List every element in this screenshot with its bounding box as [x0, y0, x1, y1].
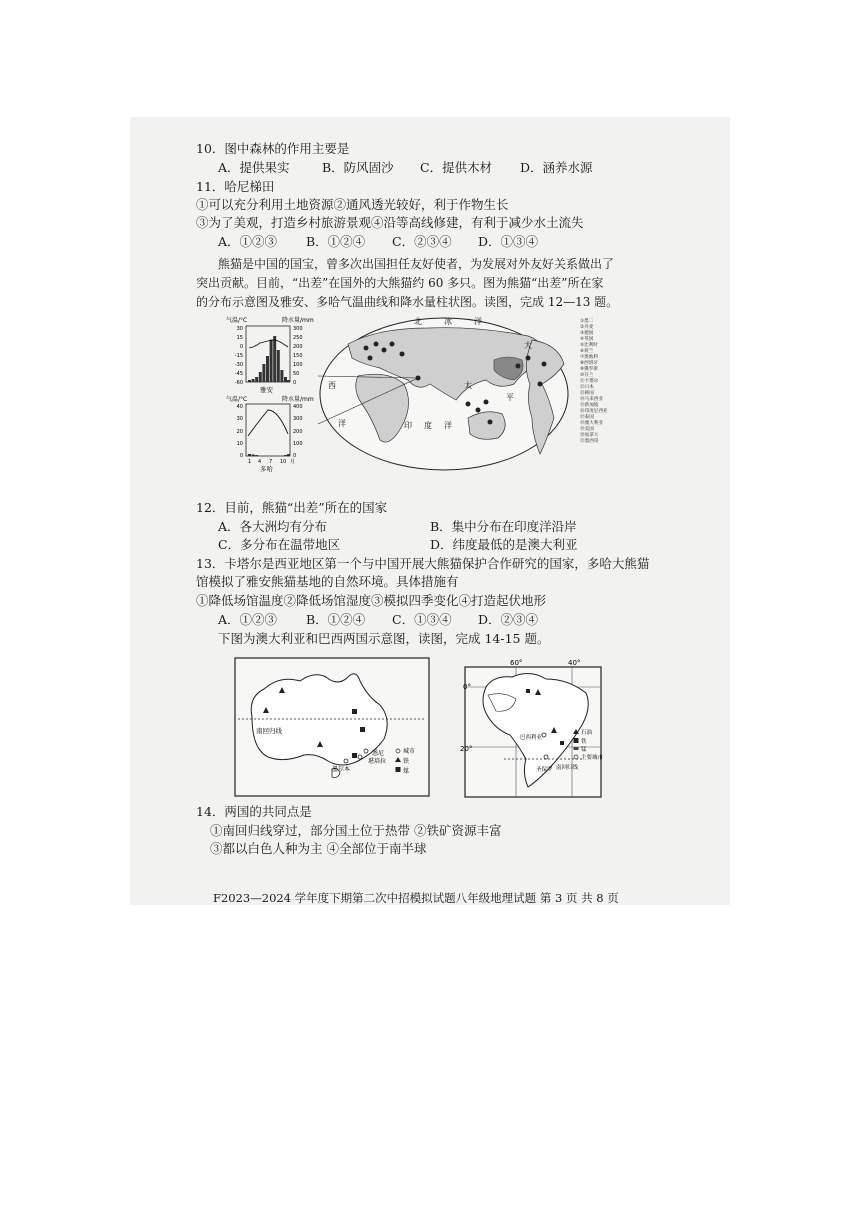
q14-statement-line2: ③都以白色人种为主 ④全部位于南半球: [210, 841, 427, 856]
q11-statement-line1: ①可以充分利用土地资源②通风透光较好，利于作物生长: [196, 197, 509, 212]
australia-map: [234, 657, 430, 797]
legend-item: ⑲美国: [580, 427, 594, 432]
svg-text:大: 大: [524, 341, 532, 350]
legend-item: ⑫日本: [580, 385, 594, 390]
svg-text:洋: 洋: [444, 421, 452, 430]
passage2-line1: 下图为澳大利亚和巴西两国示意图，读图，完成 14-15 题。: [218, 631, 550, 646]
yaan-precip-bars: [248, 336, 290, 382]
legend-item: ⑦奥地利: [580, 355, 598, 360]
doha-caption: 多哈: [260, 465, 273, 473]
svg-text:洋: 洋: [474, 317, 482, 326]
q13-statements: ①降低场馆温度②降低场馆湿度③模拟四季变化④打造起伏地形: [196, 593, 547, 608]
svg-text:太: 太: [464, 381, 472, 390]
doha-right-tick: 200: [293, 429, 303, 435]
doha-month-tick: 月: [290, 459, 296, 465]
legend-major-city: 主要城市: [581, 755, 604, 761]
legend-manganese: 锰: [581, 747, 587, 753]
q10-stem: 10．图中森林的作用主要是: [196, 141, 350, 156]
q12-option-d: D．纬度最低的是澳大利亚: [430, 537, 578, 552]
lon-40-label: 40°: [568, 659, 581, 667]
svg-text:度: 度: [424, 421, 432, 430]
q13-option-a: A．①②③: [218, 612, 278, 627]
passage1-line3: 的分布示意图及雅安、多哈气温曲线和降水量柱状图。读图，完成 12—13 题。: [196, 295, 619, 309]
legend-item: ㉑墨西哥: [580, 439, 599, 444]
doha-left-tick: 10: [236, 441, 243, 447]
brazil-map: [460, 655, 612, 799]
q10-option-d: D．涵养水源: [520, 160, 593, 175]
yaan-left-tick: 30: [236, 326, 243, 332]
q10-option-c: C．提供木材: [420, 160, 493, 175]
yaan-left-tick: 0: [239, 344, 243, 350]
melbourne-label: 墨尔本: [332, 766, 351, 773]
svg-text:印: 印: [404, 421, 412, 430]
q11-statement-line2: ③为了美观，打造乡村旅游景观④沿等高线修建，有利于减少水土流失: [196, 215, 584, 230]
legend-item: ⑯印度尼西亚: [580, 409, 608, 414]
svg-text:洋: 洋: [338, 419, 346, 428]
world-panda-map: [318, 314, 580, 476]
legend-item: ⑮新加坡: [580, 403, 599, 408]
sao-paulo-label: 圣保罗: [536, 767, 553, 773]
q14-stem: 14．两国的共同点是: [196, 804, 312, 819]
q12-option-c: C．多分布在温带地区: [218, 537, 341, 552]
legend-coal: 煤: [403, 768, 410, 775]
yaan-right-tick: 100: [293, 362, 303, 368]
yaan-left-tick: -45: [234, 371, 243, 377]
doha-month-tick: 4: [258, 459, 262, 465]
q12-option-a: A．各大洲均有分布: [218, 519, 328, 534]
legend-item: ①墨二: [580, 319, 594, 324]
q13-option-d: D．②③④: [478, 612, 539, 627]
legend-item: ⑰泰国: [580, 415, 594, 420]
q11-option-d: D．①③④: [478, 234, 539, 249]
australia-landmass: [468, 412, 505, 440]
lat-20-label: 20°: [460, 745, 473, 753]
svg-text:西: 西: [328, 381, 336, 390]
brasilia-label: 巴西利亚: [520, 735, 543, 741]
brazil-tropic-label: 南回归线: [556, 765, 579, 771]
doha-right-tick: 100: [293, 441, 303, 447]
doha-left-tick: 40: [236, 404, 243, 410]
legend-item: ⑱澳大利亚: [580, 421, 603, 426]
doha-left-tick: 30: [236, 416, 243, 422]
q10-option-a: A．提供果实: [218, 160, 290, 175]
svg-text:北: 北: [414, 317, 422, 326]
doha-month-tick: 1: [248, 459, 252, 465]
yaan-left-tick: -15: [234, 353, 243, 359]
doha-temp-curve: [248, 410, 288, 436]
yaan-right-tick: 50: [293, 371, 300, 377]
yaan-left-tick: -30: [234, 362, 243, 368]
legend-item: ⑥荷兰: [580, 349, 594, 354]
doha-month-tick: 10: [280, 459, 287, 465]
legend-iron: 铁: [403, 758, 410, 765]
q10-option-b: B．防风固沙: [322, 160, 394, 175]
legend-item: ⑬韩国: [580, 391, 594, 396]
doha-left-tick: 0: [239, 453, 243, 459]
doha-right-tick: 400: [293, 404, 303, 410]
legend-item: ②丹麦: [580, 325, 594, 330]
q11-stem: 11．哈尼梯田: [196, 179, 275, 194]
yaan-right-tick: 300: [293, 326, 303, 332]
yaan-temp-curve: [249, 340, 288, 348]
legend-city: 城市: [403, 748, 416, 755]
q11-option-b: B．①②④: [306, 234, 366, 249]
legend-iron: 铁: [581, 739, 587, 745]
q13-stem-line1: 13．卡塔尔是西亚地区第一个与中国开展大熊猫保护合作研究的国家，多哈大熊猫: [196, 556, 650, 571]
passage1-line1: 熊猫是中国的国宝，曾多次出国担任友好使者，为发展对外友好关系做出了: [218, 257, 615, 271]
legend-item: ⑭马来西亚: [580, 397, 603, 402]
legend-item: ⑧西班牙: [580, 361, 598, 366]
doha-right-tick: 0: [293, 453, 297, 459]
yaan-left-axis-label: 气温/°C: [226, 317, 248, 324]
yaan-right-tick: 200: [293, 344, 303, 350]
q13-stem-line2: 馆模拟了雅安熊猫基地的自然环境。具体措施有: [196, 574, 459, 589]
svg-text:冰: 冰: [444, 317, 452, 326]
q11-option-a: A．①②③: [218, 234, 278, 249]
doha-left-axis-label: 气温/°C: [226, 396, 248, 403]
q13-option-c: C．①③④: [392, 612, 452, 627]
world-map-legend: [578, 316, 620, 446]
yaan-climate-chart: [224, 314, 320, 396]
sydney-label: 悉尼: [372, 750, 385, 757]
yaan-right-tick: 0: [293, 380, 297, 386]
q14-statement-line1: ①南回归线穿过，部分国土位于热带 ②铁矿资源丰富: [210, 823, 502, 838]
legend-item: ④英国: [580, 337, 594, 342]
page-footer: F2023—2024 学年度下期第二次中招模拟试题八年级地理试题 第 3 页 共 8 页: [213, 891, 619, 905]
legend-item: ⑳加拿大: [580, 433, 599, 438]
doha-climate-chart: [224, 394, 320, 474]
australia-tropic-label: 南回归线: [256, 727, 282, 735]
yaan-right-tick: 250: [293, 335, 303, 341]
svg-text:平: 平: [506, 393, 514, 402]
legend-item: ⑪卡塔尔: [580, 379, 599, 384]
yaan-right-axis-label: 降水量/mm: [282, 317, 314, 324]
doha-right-tick: 300: [293, 416, 303, 422]
doha-month-tick: 7: [269, 459, 273, 465]
canberra-label: 堪培拉: [368, 758, 387, 765]
q12-stem: 12．目前，熊猫“出差”所在的国家: [196, 500, 388, 515]
passage1-line2: 突出贡献。目前，“出差”在国外的大熊猫约 60 多只。图为熊猫“出差”所在家: [196, 276, 604, 290]
legend-item: ③德国: [580, 331, 594, 336]
doha-left-tick: 20: [236, 429, 243, 435]
legend-item: ⑩芬兰: [580, 373, 594, 378]
yaan-caption: 雅安: [260, 386, 273, 394]
q12-option-b: B．集中分布在印度洋沿岸: [430, 519, 577, 534]
q11-option-c: C．②③④: [392, 234, 452, 249]
yaan-left-tick: -60: [234, 380, 243, 386]
doha-right-axis-label: 降水量/mm: [282, 396, 314, 403]
legend-item: ⑨俄罗斯: [580, 367, 598, 372]
legend-item: ⑤比利时: [580, 343, 598, 348]
legend-oil: 石油: [581, 730, 593, 736]
q13-option-b: B．①②④: [306, 612, 366, 627]
lat-0-label: 0°: [463, 683, 471, 691]
yaan-left-tick: 15: [236, 335, 243, 341]
yaan-right-tick: 150: [293, 353, 303, 359]
lon-60-label: 60°: [510, 659, 523, 667]
